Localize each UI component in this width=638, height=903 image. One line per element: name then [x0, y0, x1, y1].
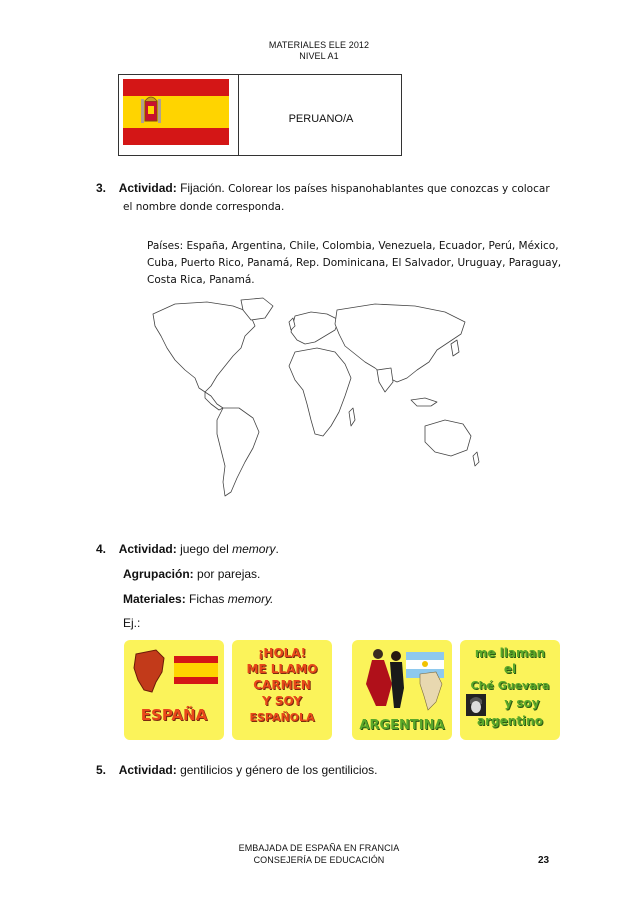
materials-value: Fichas — [189, 592, 225, 606]
materials-em: memory. — [227, 592, 274, 606]
card-text-argentina: ARGENTINA — [359, 718, 445, 733]
activity-label: Actividad: — [118, 181, 177, 195]
india-outline — [377, 368, 393, 392]
card-hola-line3: CARMEN — [253, 678, 311, 692]
activity-5-title — [96, 763, 378, 777]
spain-flag-icon — [174, 656, 218, 684]
activity-number: 3. — [96, 181, 107, 195]
japan-outline — [451, 340, 459, 356]
header-title: MATERIALES ELE 2012 — [268, 40, 370, 50]
example-label: Ej.: — [123, 616, 141, 630]
card-text-espana: ESPAÑA — [140, 706, 208, 724]
activity-text-end: . — [275, 542, 279, 556]
card-hola-line1: ¡HOLA! — [257, 646, 307, 660]
materials-label: Materiales: — [123, 592, 186, 606]
africa-outline — [289, 348, 351, 436]
central-america-outline — [205, 392, 223, 410]
page-number: 23 — [538, 855, 550, 866]
che-portrait-icon — [466, 694, 486, 716]
card-che-line1: me llaman — [474, 646, 546, 660]
card-hola-line4: Y SOY — [262, 694, 302, 708]
materials-line — [123, 592, 274, 606]
australia-outline — [425, 420, 471, 456]
activity-type: Fijación. — [180, 181, 225, 195]
footer-line1: EMBAJADA DE ESPAÑA EN FRANCIA — [238, 843, 400, 853]
activity-text-em: memory — [232, 542, 276, 556]
activity-text: juego del — [180, 542, 229, 556]
tango-dancers-icon — [356, 644, 448, 714]
activity-label: Actividad: — [118, 542, 177, 556]
card-che-line3: Ché Guevara — [470, 679, 550, 692]
card-che-line5: argentino — [477, 714, 543, 728]
memory-card-espana — [124, 640, 224, 740]
countries-list-line3: Costa Rica, Panamá. — [147, 274, 255, 286]
activity-4-title — [96, 542, 279, 556]
footer-line2: CONSEJERÍA DE EDUCACIÓN — [253, 855, 385, 865]
activity-label: Actividad: — [118, 763, 177, 777]
memory-card-che — [460, 640, 560, 740]
world-map — [145, 296, 481, 508]
new-zealand-outline — [473, 452, 479, 466]
grouping-label: Agrupación: — [123, 567, 194, 581]
header-level: NIVEL A1 — [299, 51, 339, 61]
activity-instruction-cont: el nombre donde corresponda. — [123, 201, 285, 213]
grouping-line — [123, 567, 260, 581]
nationality-label: PERUANO/A — [288, 113, 354, 125]
madagascar-outline — [349, 408, 355, 426]
activity-text: gentilicios y género de los gentilicios. — [180, 763, 378, 777]
countries-list-line2: Cuba, Puerto Rico, Panamá, Rep. Dominicana, El Salvador, Uruguay, Paraguay, — [147, 257, 562, 269]
card-hola-line2: ME LLAMO — [246, 662, 318, 676]
flag-table — [118, 74, 402, 156]
europe-outline — [291, 312, 339, 344]
card-che-line4: y soy — [504, 696, 540, 710]
card-che-line2: el — [503, 662, 517, 676]
spain-flag-icon — [123, 79, 229, 145]
activity-3-title — [96, 181, 550, 195]
north-america-outline — [153, 302, 255, 392]
countries-list-line1: Países: España, Argentina, Chile, Colombia, Venezuela, Ecuador, Perú, México, — [147, 240, 559, 252]
activity-instruction: Colorear los países hispanohablantes que conozcas y colocar — [228, 183, 550, 195]
indonesia-outline — [411, 398, 437, 406]
memory-card-hola — [232, 640, 332, 740]
asia-outline — [335, 304, 465, 382]
south-america-outline — [217, 408, 259, 496]
card-hola-line5: ESPAÑOLA — [249, 711, 315, 724]
memory-card-argentina — [352, 640, 452, 740]
activity-number: 4. — [96, 542, 107, 556]
spain-map-icon — [130, 646, 168, 696]
grouping-value: por parejas. — [197, 567, 261, 581]
activity-number: 5. — [96, 763, 107, 777]
